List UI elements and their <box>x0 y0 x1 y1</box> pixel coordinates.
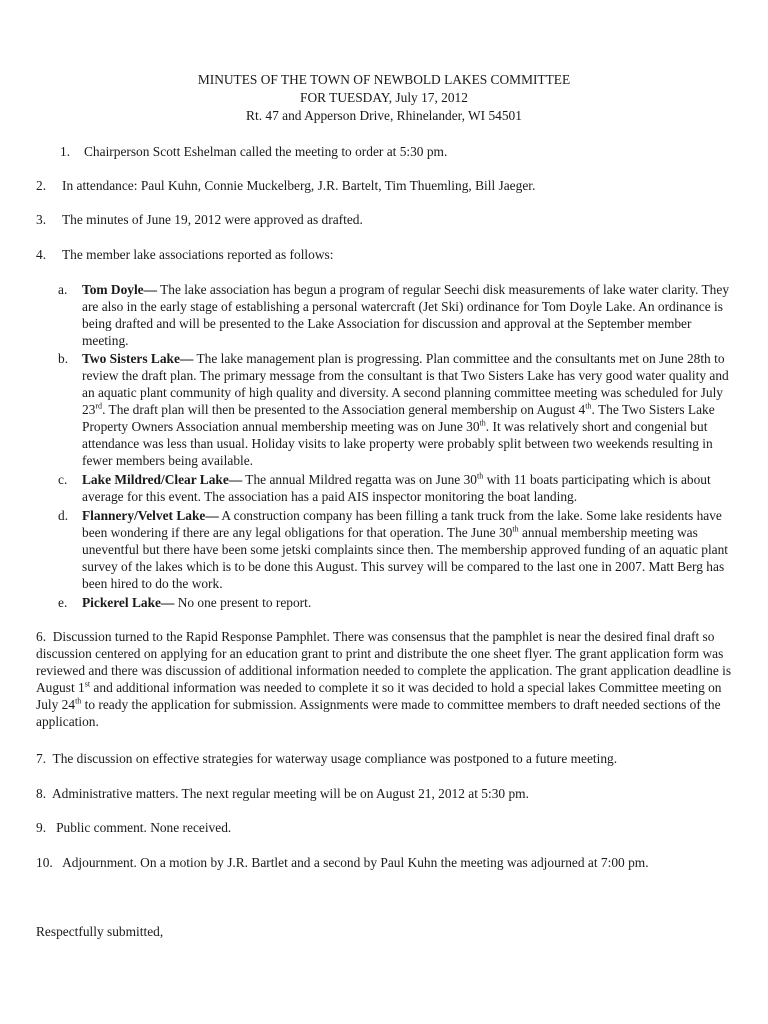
lake-dash: — <box>228 472 243 487</box>
lake-report-flannery-velvet <box>58 507 738 592</box>
item-number: 6. <box>36 629 47 644</box>
document-title <box>0 71 768 125</box>
item-number: 4. <box>36 247 47 262</box>
item-number: 10. <box>36 855 53 870</box>
item-text: The discussion on effective strategies for waterway usage compliance was postponed to a future meeting. <box>52 751 618 766</box>
item-text: In attendance: Paul Kuhn, Connie Muckelberg, J.R. Bartelt, Tim Thuemling, Bill Jaeger. <box>62 178 536 193</box>
item-10 <box>36 854 738 871</box>
lake-report-text: The lake management plan is progressing. Plan committee and the consultants met on June 28th to review the draft plan. The primary message from the consultant is that Two Sisters Lake has very good water quality and an aquatic plant community of high quality and diversity. A second planning committee meeting was scheduled for July 23 <box>82 351 729 417</box>
ordinal-suffix: th <box>479 418 486 428</box>
title-line-2: FOR TUESDAY, July 17, 2012 <box>300 90 468 105</box>
title-line-1: MINUTES OF THE TOWN OF NEWBOLD LAKES COMMITTEE <box>197 72 571 87</box>
ordinal-suffix: st <box>84 679 91 689</box>
item-number: 1. <box>60 144 71 159</box>
lake-report-text: with 11 boats participating which is about average for this event. The association has a paid AIS inspector monitoring the boat landing. <box>82 472 711 504</box>
item-text: Administrative matters. The next regular meeting will be on August 21, 2012 at 5:30 pm. <box>52 786 529 801</box>
lake-report-text: annual membership meeting was uneventful but there have been some jetski complaints since then. The membership approved funding of an aquatic plant survey of the lakes which is to be done this August. This survey will be compared to the last one in 2007. Matt Berg has been hired to do the work. <box>82 525 729 591</box>
lake-name: Flannery/Velvet Lake <box>82 508 206 523</box>
lake-name: Tom Doyle <box>82 282 144 297</box>
lake-dash: — <box>143 282 158 297</box>
list-letter: b. <box>58 351 69 366</box>
item-6 <box>36 628 736 730</box>
lake-name: Lake Mildred/Clear Lake <box>82 472 229 487</box>
item-9 <box>36 819 738 836</box>
ordinal-suffix: th <box>476 471 484 481</box>
item-number: 7. <box>36 751 47 766</box>
item-text: and additional information was needed to complete it so it was decided to hold a special lakes Committee meeting on July 24 <box>36 680 722 712</box>
list-letter: e. <box>58 595 68 610</box>
item-number: 8. <box>36 786 47 801</box>
lake-dash: — <box>179 351 194 366</box>
lake-name: Pickerel Lake <box>82 595 161 610</box>
lake-report-text: . The draft plan will then be presented to the Association general membership on August 4 <box>102 402 586 417</box>
item-1 <box>60 143 738 160</box>
list-letter: d. <box>58 508 69 523</box>
lake-dash: — <box>205 508 219 523</box>
lake-report-text: The annual Mildred regatta was on June 30 <box>242 472 477 487</box>
item-2 <box>36 177 738 194</box>
item-text: The member lake associations reported as follows: <box>62 247 334 262</box>
lake-report-text: . It was relatively short and congenial but attendance was less than usual. Holiday visits to lake property were probably split between two weekends resulting in fewer members being available. <box>82 419 713 468</box>
ordinal-suffix: rd <box>95 401 103 411</box>
item-4 <box>36 246 738 263</box>
item-number: 3. <box>36 212 47 227</box>
item-text: Discussion turned to the Rapid Response Pamphlet. There was consensus that the pamphlet is near the desired final draft so discussion centered on applying for an education grant to print and distribute the one sheet flyer. The grant application form was reviewed and there was discussion of additional information needed to complete the application. The grant application deadline is August 1 <box>36 629 732 695</box>
lake-report-text: A construction company has been filling a tank truck from the lake. Some lake residents have been wondering if there are any legal obligations for that operation. The June 30 <box>82 508 722 540</box>
lake-report-mildred-clear <box>58 471 738 505</box>
closing-signoff: Respectfully submitted, <box>36 924 164 939</box>
item-3 <box>36 211 738 228</box>
list-letter: c. <box>58 472 68 487</box>
item-number: 2. <box>36 178 47 193</box>
ordinal-suffix: th <box>512 524 519 534</box>
lake-name: Two Sisters Lake <box>82 351 180 366</box>
item-text: Public comment. None received. <box>56 820 232 835</box>
lake-report-text: . The Two Sisters Lake Property Owners Association annual membership meeting was on June 30 <box>82 402 715 434</box>
lake-report-text: The lake association has begun a program of regular Seechi disk measurements of lake water clarity. They are also in the early stage of establishing a personal watercraft (Jet Ski) ordinance for Tom Doyle Lake. An ordinance is being drafted and will be presented to the Lake Association for discussion and approval at the September member meeting. <box>82 282 730 348</box>
lake-report-pickerel <box>58 594 738 611</box>
title-line-3: Rt. 47 and Apperson Drive, Rhinelander, WI 54501 <box>246 108 522 123</box>
item-text: The minutes of June 19, 2012 were approved as drafted. <box>62 212 363 227</box>
lake-report-text: No one present to report. <box>174 595 312 610</box>
item-text: to ready the application for submission. Assignments were made to committee members to draft needed sections of the application. <box>36 697 721 729</box>
item-number: 9. <box>36 820 47 835</box>
item-8 <box>36 785 738 802</box>
item-7 <box>36 750 738 767</box>
list-letter: a. <box>58 282 68 297</box>
ordinal-suffix: th <box>585 401 592 411</box>
item-text: Adjournment. On a motion by J.R. Bartlet and a second by Paul Kuhn the meeting was adjourned at 7:00 pm. <box>62 855 649 870</box>
lake-dash: — <box>160 595 175 610</box>
lake-report-tom-doyle <box>58 281 738 349</box>
ordinal-suffix: th <box>75 696 82 706</box>
item-text: Chairperson Scott Eshelman called the meeting to order at 5:30 pm. <box>84 144 448 159</box>
lake-report-two-sisters <box>58 350 738 469</box>
